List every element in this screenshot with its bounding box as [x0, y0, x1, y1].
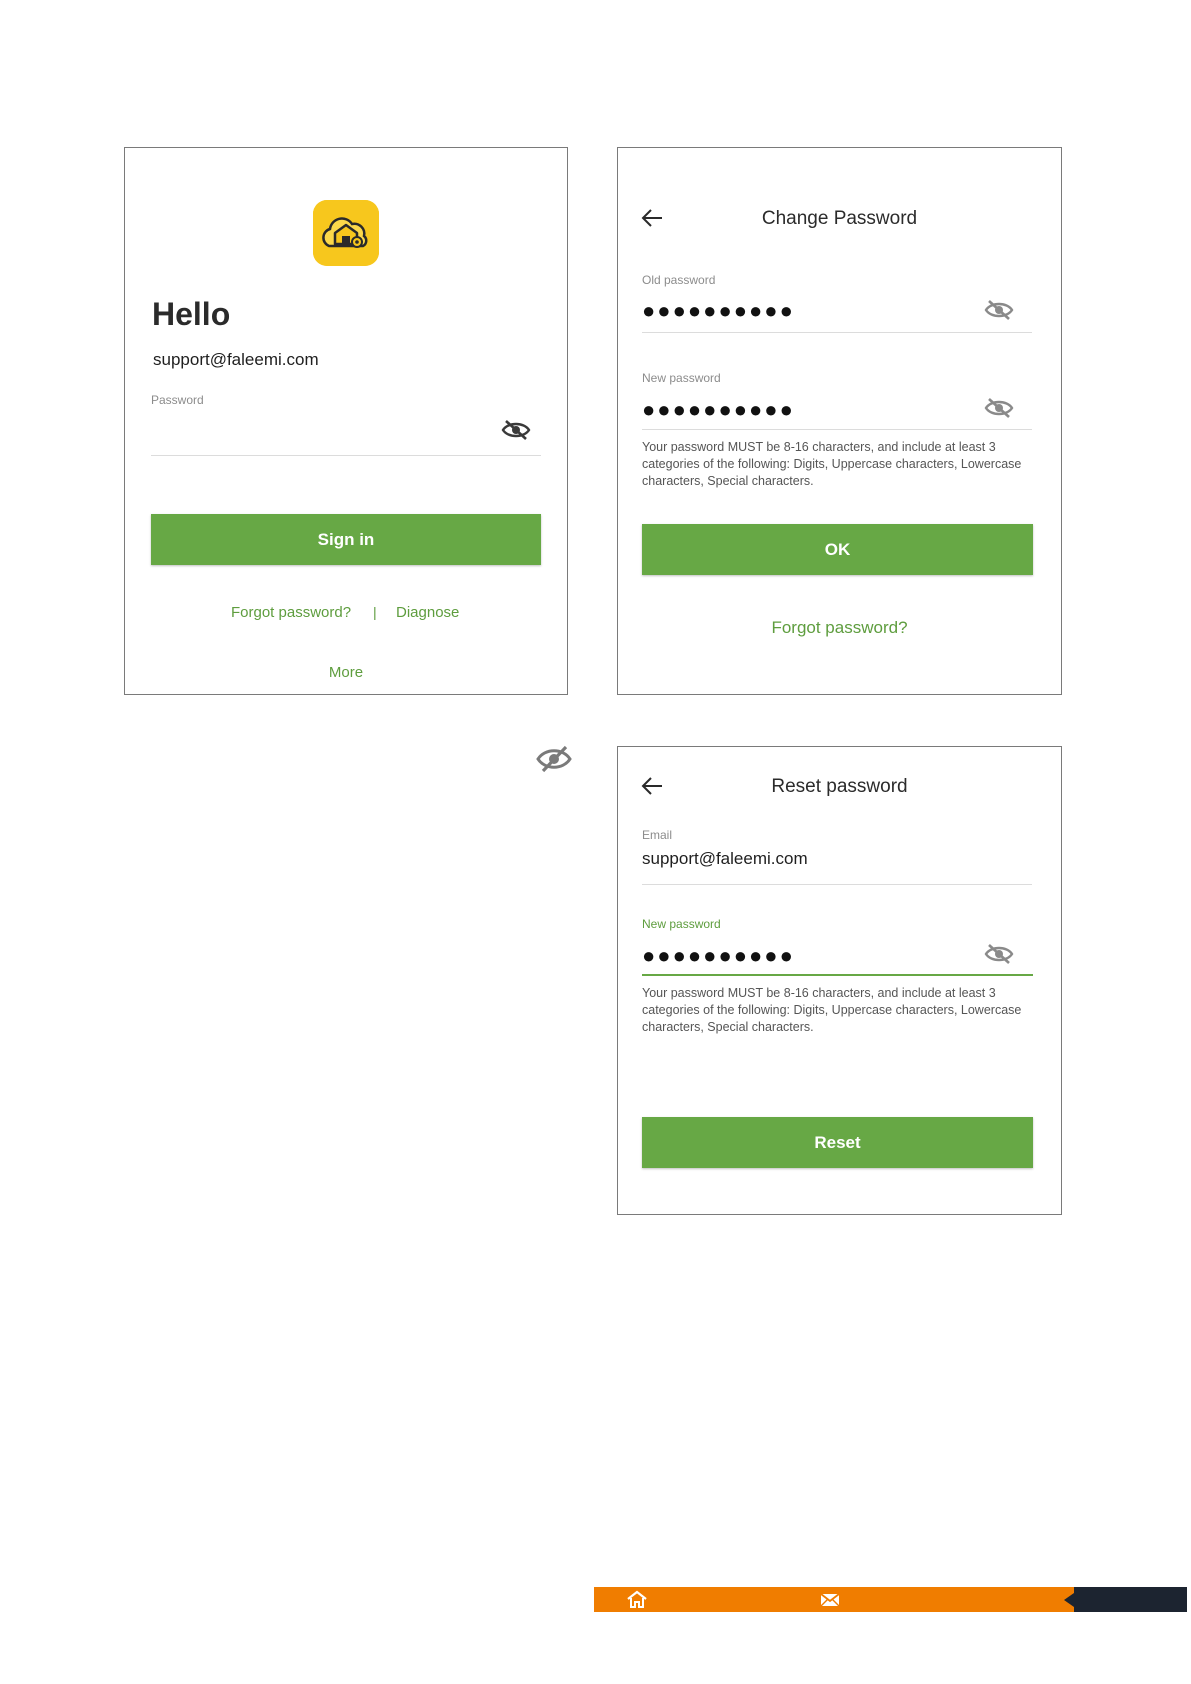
footer-bar-dark-segment [1074, 1587, 1187, 1612]
new-password-label: New password [642, 371, 721, 385]
forgot-password-link[interactable]: Forgot password? [771, 618, 908, 637]
email-field[interactable]: support@faleemi.com [642, 849, 808, 868]
password-input[interactable] [151, 410, 511, 434]
footer-notch [1064, 1593, 1074, 1607]
eye-off-icon[interactable] [501, 418, 531, 442]
password-underline [151, 455, 541, 456]
old-password-underline [642, 332, 1032, 333]
mail-icon[interactable] [819, 1591, 841, 1609]
new-password-label: New password [642, 917, 721, 931]
password-rules-hint: Your password MUST be 8-16 characters, and include at least 3 categories of the following: Digits, Uppercase characters, Lowercase characters, Special characters. [642, 440, 1022, 488]
eye-off-icon [536, 744, 572, 774]
old-password-label: Old password [642, 273, 716, 287]
greeting-title: Hello [152, 296, 231, 332]
new-password-field[interactable]: ●●●●●●●●●● [642, 397, 795, 422]
home-icon[interactable] [626, 1590, 648, 1608]
old-password-field[interactable]: ●●●●●●●●●● [642, 298, 795, 323]
new-password-underline-focused [642, 974, 1033, 976]
reset-password-screen [617, 746, 1062, 1215]
login-screen [124, 147, 568, 695]
email-label: Email [642, 828, 673, 842]
eye-off-icon[interactable] [984, 396, 1014, 420]
forgot-password-link[interactable]: Forgot password? [231, 604, 352, 621]
eye-off-icon[interactable] [984, 298, 1014, 322]
footer-bar [594, 1587, 1074, 1612]
new-password-underline [642, 429, 1032, 430]
page-title: Change Password [761, 208, 918, 229]
app-logo-icon [313, 200, 379, 266]
page-title: Reset password [771, 776, 908, 797]
more-link[interactable]: More [328, 664, 364, 681]
password-label: Password [151, 393, 204, 407]
link-separator: | [373, 604, 377, 620]
reset-button[interactable]: Reset [642, 1117, 1033, 1168]
password-rules-hint: Your password MUST be 8-16 characters, and include at least 3 categories of the following: Digits, Uppercase characters, Lowercase characters, Special characters. [642, 986, 1022, 1034]
email-underline [642, 884, 1032, 885]
new-password-field[interactable]: ●●●●●●●●●● [642, 943, 795, 968]
sign-in-button[interactable]: Sign in [151, 514, 541, 565]
eye-off-icon[interactable] [984, 942, 1014, 966]
ok-button[interactable]: OK [642, 524, 1033, 575]
diagnose-link[interactable]: Diagnose [396, 604, 460, 621]
change-password-screen [617, 147, 1062, 695]
account-email: support@faleemi.com [153, 350, 319, 369]
